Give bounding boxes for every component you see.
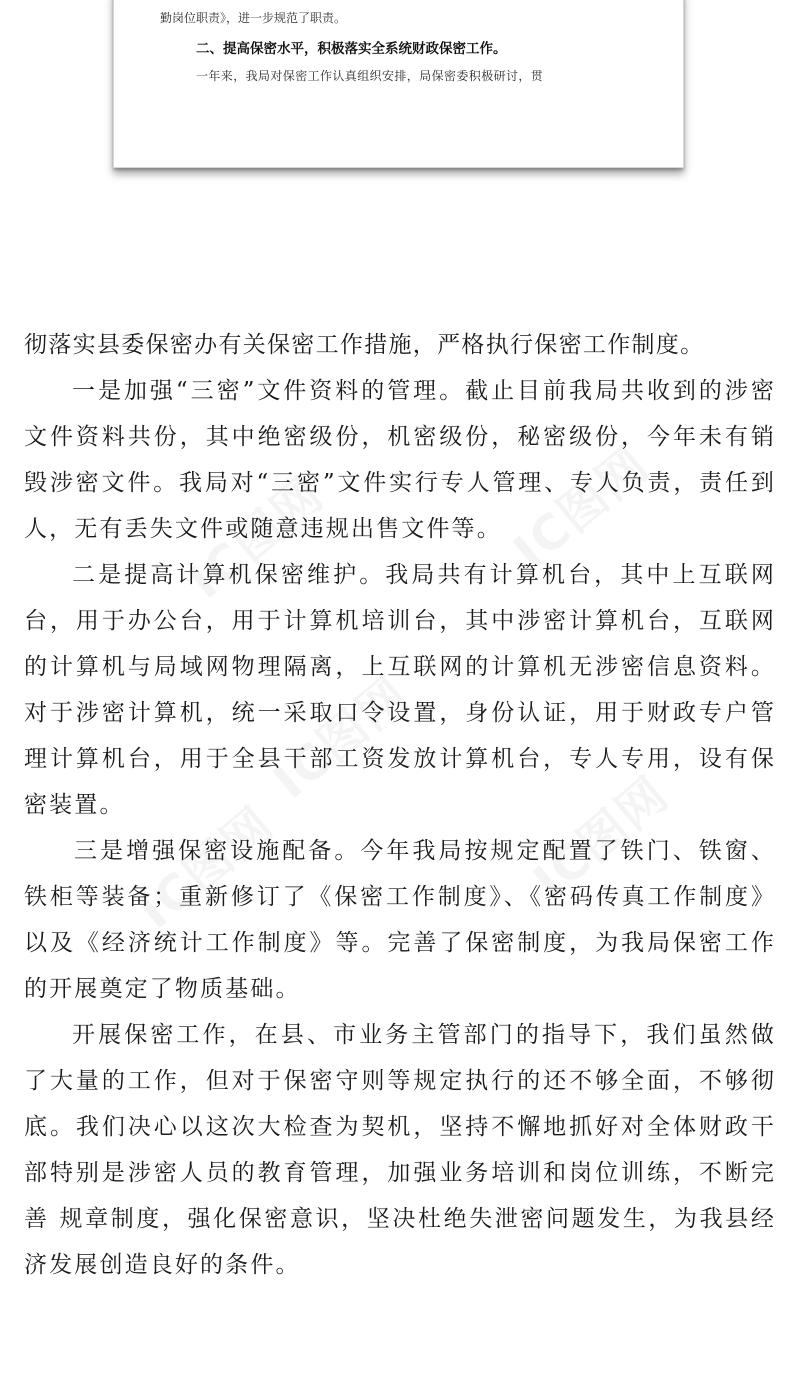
- preview-page-card: [113, 0, 684, 168]
- preview-line-intro: 一年来，我局对保密工作认真组织安排，局保密委积极研讨，贯: [196, 69, 544, 83]
- paragraph-facilities: 三是增强保密设施配备。今年我局按规定配置了铁门、铁窗、铁柜等装备；重新修订了《保密工作制度》、《密码传真工作制度》以及《经济统计工作制度》等。完善了保密制度，为我局保密工作的开展奠定了物质基础。: [24, 838, 776, 1002]
- paragraph-continuation: 彻落实县委保密办有关保密工作措施，严格执行保密工作制度。: [24, 332, 705, 358]
- paragraph-conclusion: 开展保密工作，在县、市业务主管部门的指导下，我们虽然做了大量的工作，但对于保密守则等规定执行的还不够全面，不够彻底。我们决心以这次大检查为契机，坚持不懈地抓好对全体财政干部特别是涉密人员的教育管理，加强业务培训和岗位训练，不断完善 规章制度，强化保密意识，坚决杜绝失泄密问题发生，为我县经济发展创造良好的条件。: [24, 1022, 776, 1278]
- document-body: [24, 322, 776, 1288]
- paragraph-computer-security: 二是提高计算机保密维护。我局共有计算机台，其中上互联网台，用于办公台，用于计算机培训台，其中涉密计算机台，互联网的计算机与局域网物理隔离，上互联网的计算机无涉密信息资料。对于涉密计算机，统一采取口令设置，身份认证，用于财政专户管理计算机台，用于全县干部工资发放计算机台，专人专用，设有保密装置。: [24, 562, 776, 818]
- paragraph-document-management: 一是加强“三密”文件资料的管理。截止目前我局共收到的涉密文件资料共份，其中绝密级份，机密级份，秘密级份，今年未有销毁涉密文件。我局对“三密”文件实行专人管理、专人负责，责任到人，无有丢失文件或随意违规出售文件等。: [24, 378, 776, 542]
- preview-line-duties: 勤岗位职责》，进一步规范了职责。: [160, 11, 347, 25]
- preview-section-heading: 二、提高保密水平，积极落实全系统财政保密工作。: [196, 41, 507, 57]
